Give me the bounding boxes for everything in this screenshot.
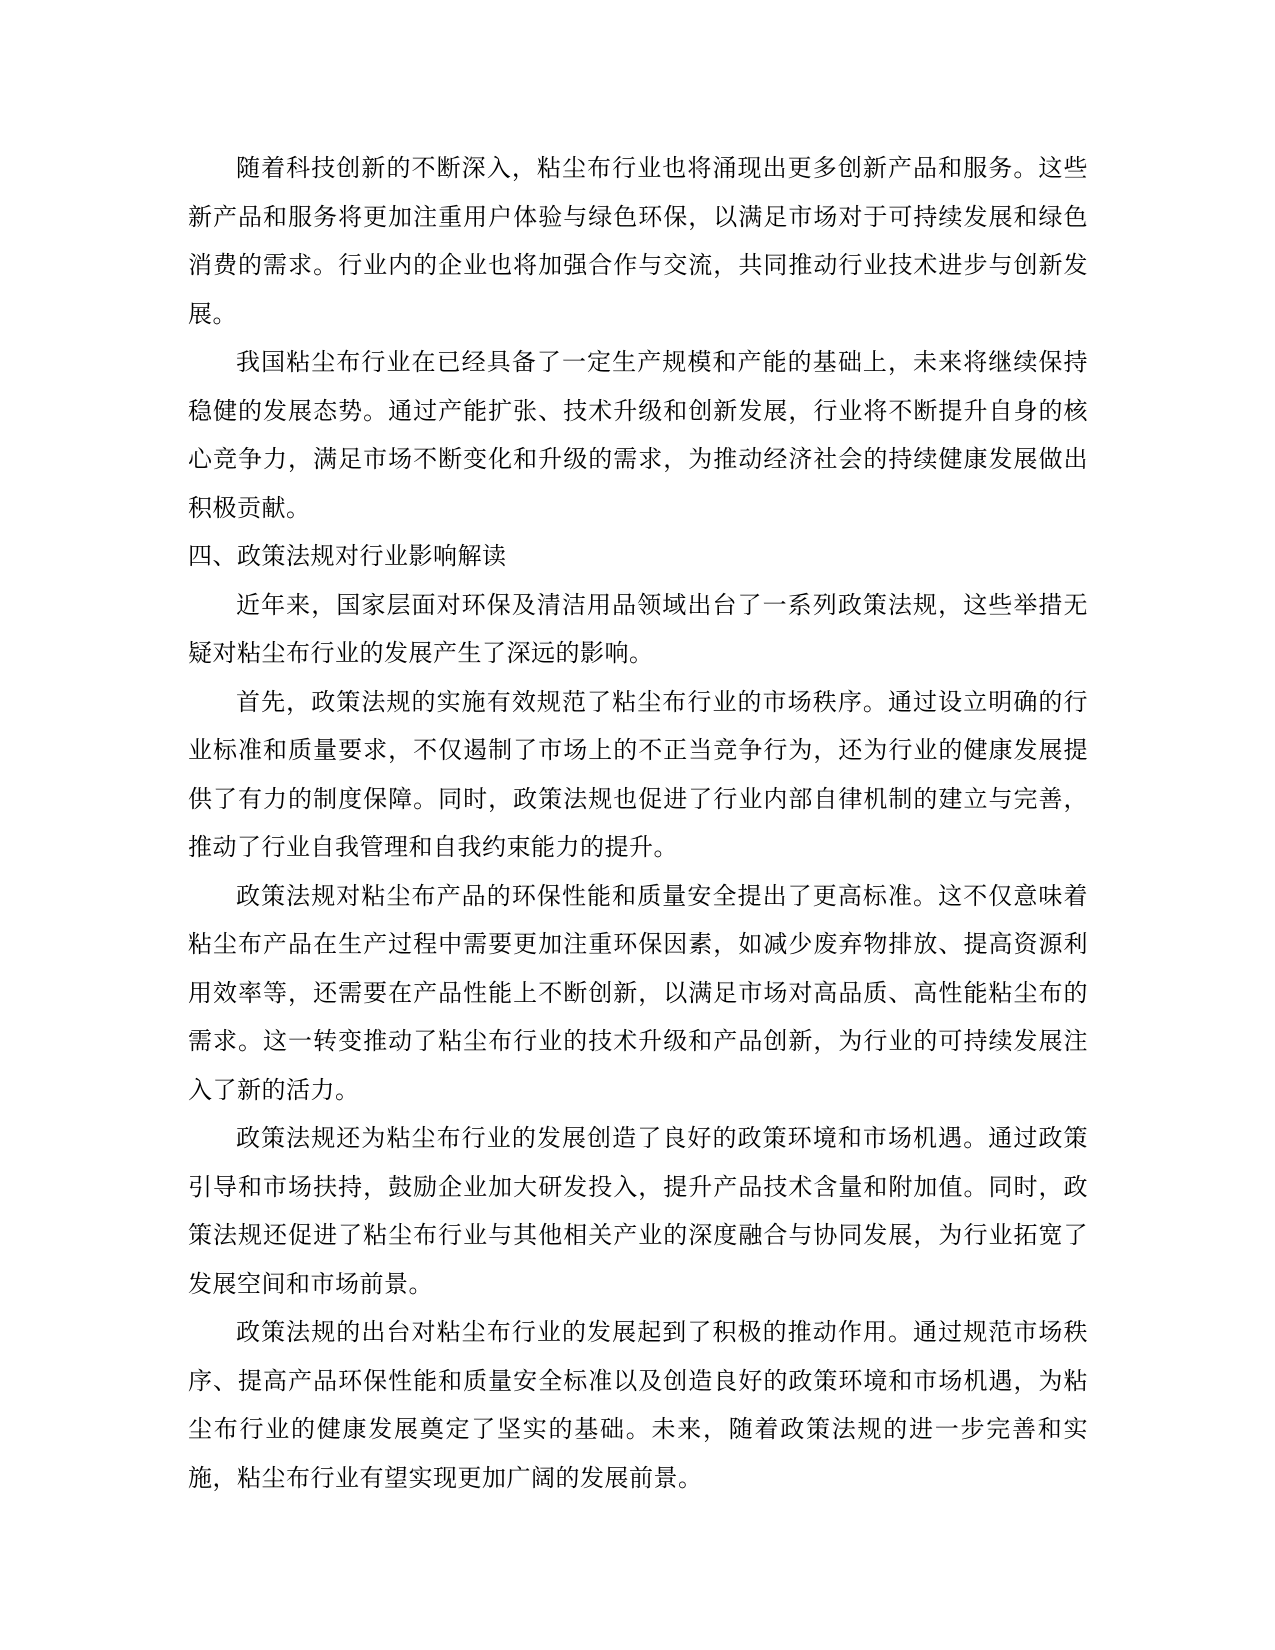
paragraph: 政策法规对粘尘布产品的环保性能和质量安全提出了更高标准。这不仅意味着粘尘布产品在生产过程中需要更加注重环保因素，如减少废弃物排放、提高资源利用效率等，还需要在产品性能上不断创新，以满足市场对高品质、高性能粘尘布的需求。这一转变推动了粘尘布行业的技术升级和产品创新，为行业的可持续发展注入了新的活力。 — [188, 883, 1088, 1104]
paragraph: 我国粘尘布行业在已经具备了一定生产规模和产能的基础上，未来将继续保持稳健的发展态势。通过产能扩张、技术升级和创新发展，行业将不断提升自身的核心竞争力，满足市场不断变化和升级的需求，为推动经济社会的持续健康发展做出积极贡献。 — [188, 350, 1088, 522]
paragraph: 近年来，国家层面对环保及清洁用品领域出台了一系列政策法规，这些举措无疑对粘尘布行业的发展产生了深远的影响。 — [188, 592, 1088, 667]
paragraph: 随着科技创新的不断深入，粘尘布行业也将涌现出更多创新产品和服务。这些新产品和服务将更加注重用户体验与绿色环保，以满足市场对于可持续发展和绿色消费的需求。行业内的企业也将加强合作与交流，共同推动行业技术进步与创新发展。 — [188, 156, 1088, 328]
paragraph: 首先，政策法规的实施有效规范了粘尘布行业的市场秩序。通过设立明确的行业标准和质量要求，不仅遏制了市场上的不正当竞争行为，还为行业的健康发展提供了有力的制度保障。同时，政策法规也促进了行业内部自律机制的建立与完善，推动了行业自我管理和自我约束能力的提升。 — [188, 689, 1088, 861]
document-body — [188, 145, 1088, 1503]
paragraph: 政策法规的出台对粘尘布行业的发展起到了积极的推动作用。通过规范市场秩序、提高产品环保性能和质量安全标准以及创造良好的政策环境和市场机遇，为粘尘布行业的健康发展奠定了坚实的基础。未来，随着政策法规的进一步完善和实施，粘尘布行业有望实现更加广阔的发展前景。 — [188, 1320, 1088, 1492]
paragraph: 政策法规还为粘尘布行业的发展创造了良好的政策环境和市场机遇。通过政策引导和市场扶持，鼓励企业加大研发投入，提升产品技术含量和附加值。同时，政策法规还促进了粘尘布行业与其他相关产业的深度融合与协同发展，为行业拓宽了发展空间和市场前景。 — [188, 1126, 1088, 1298]
section-heading: 四、政策法规对行业影响解读 — [188, 544, 507, 570]
